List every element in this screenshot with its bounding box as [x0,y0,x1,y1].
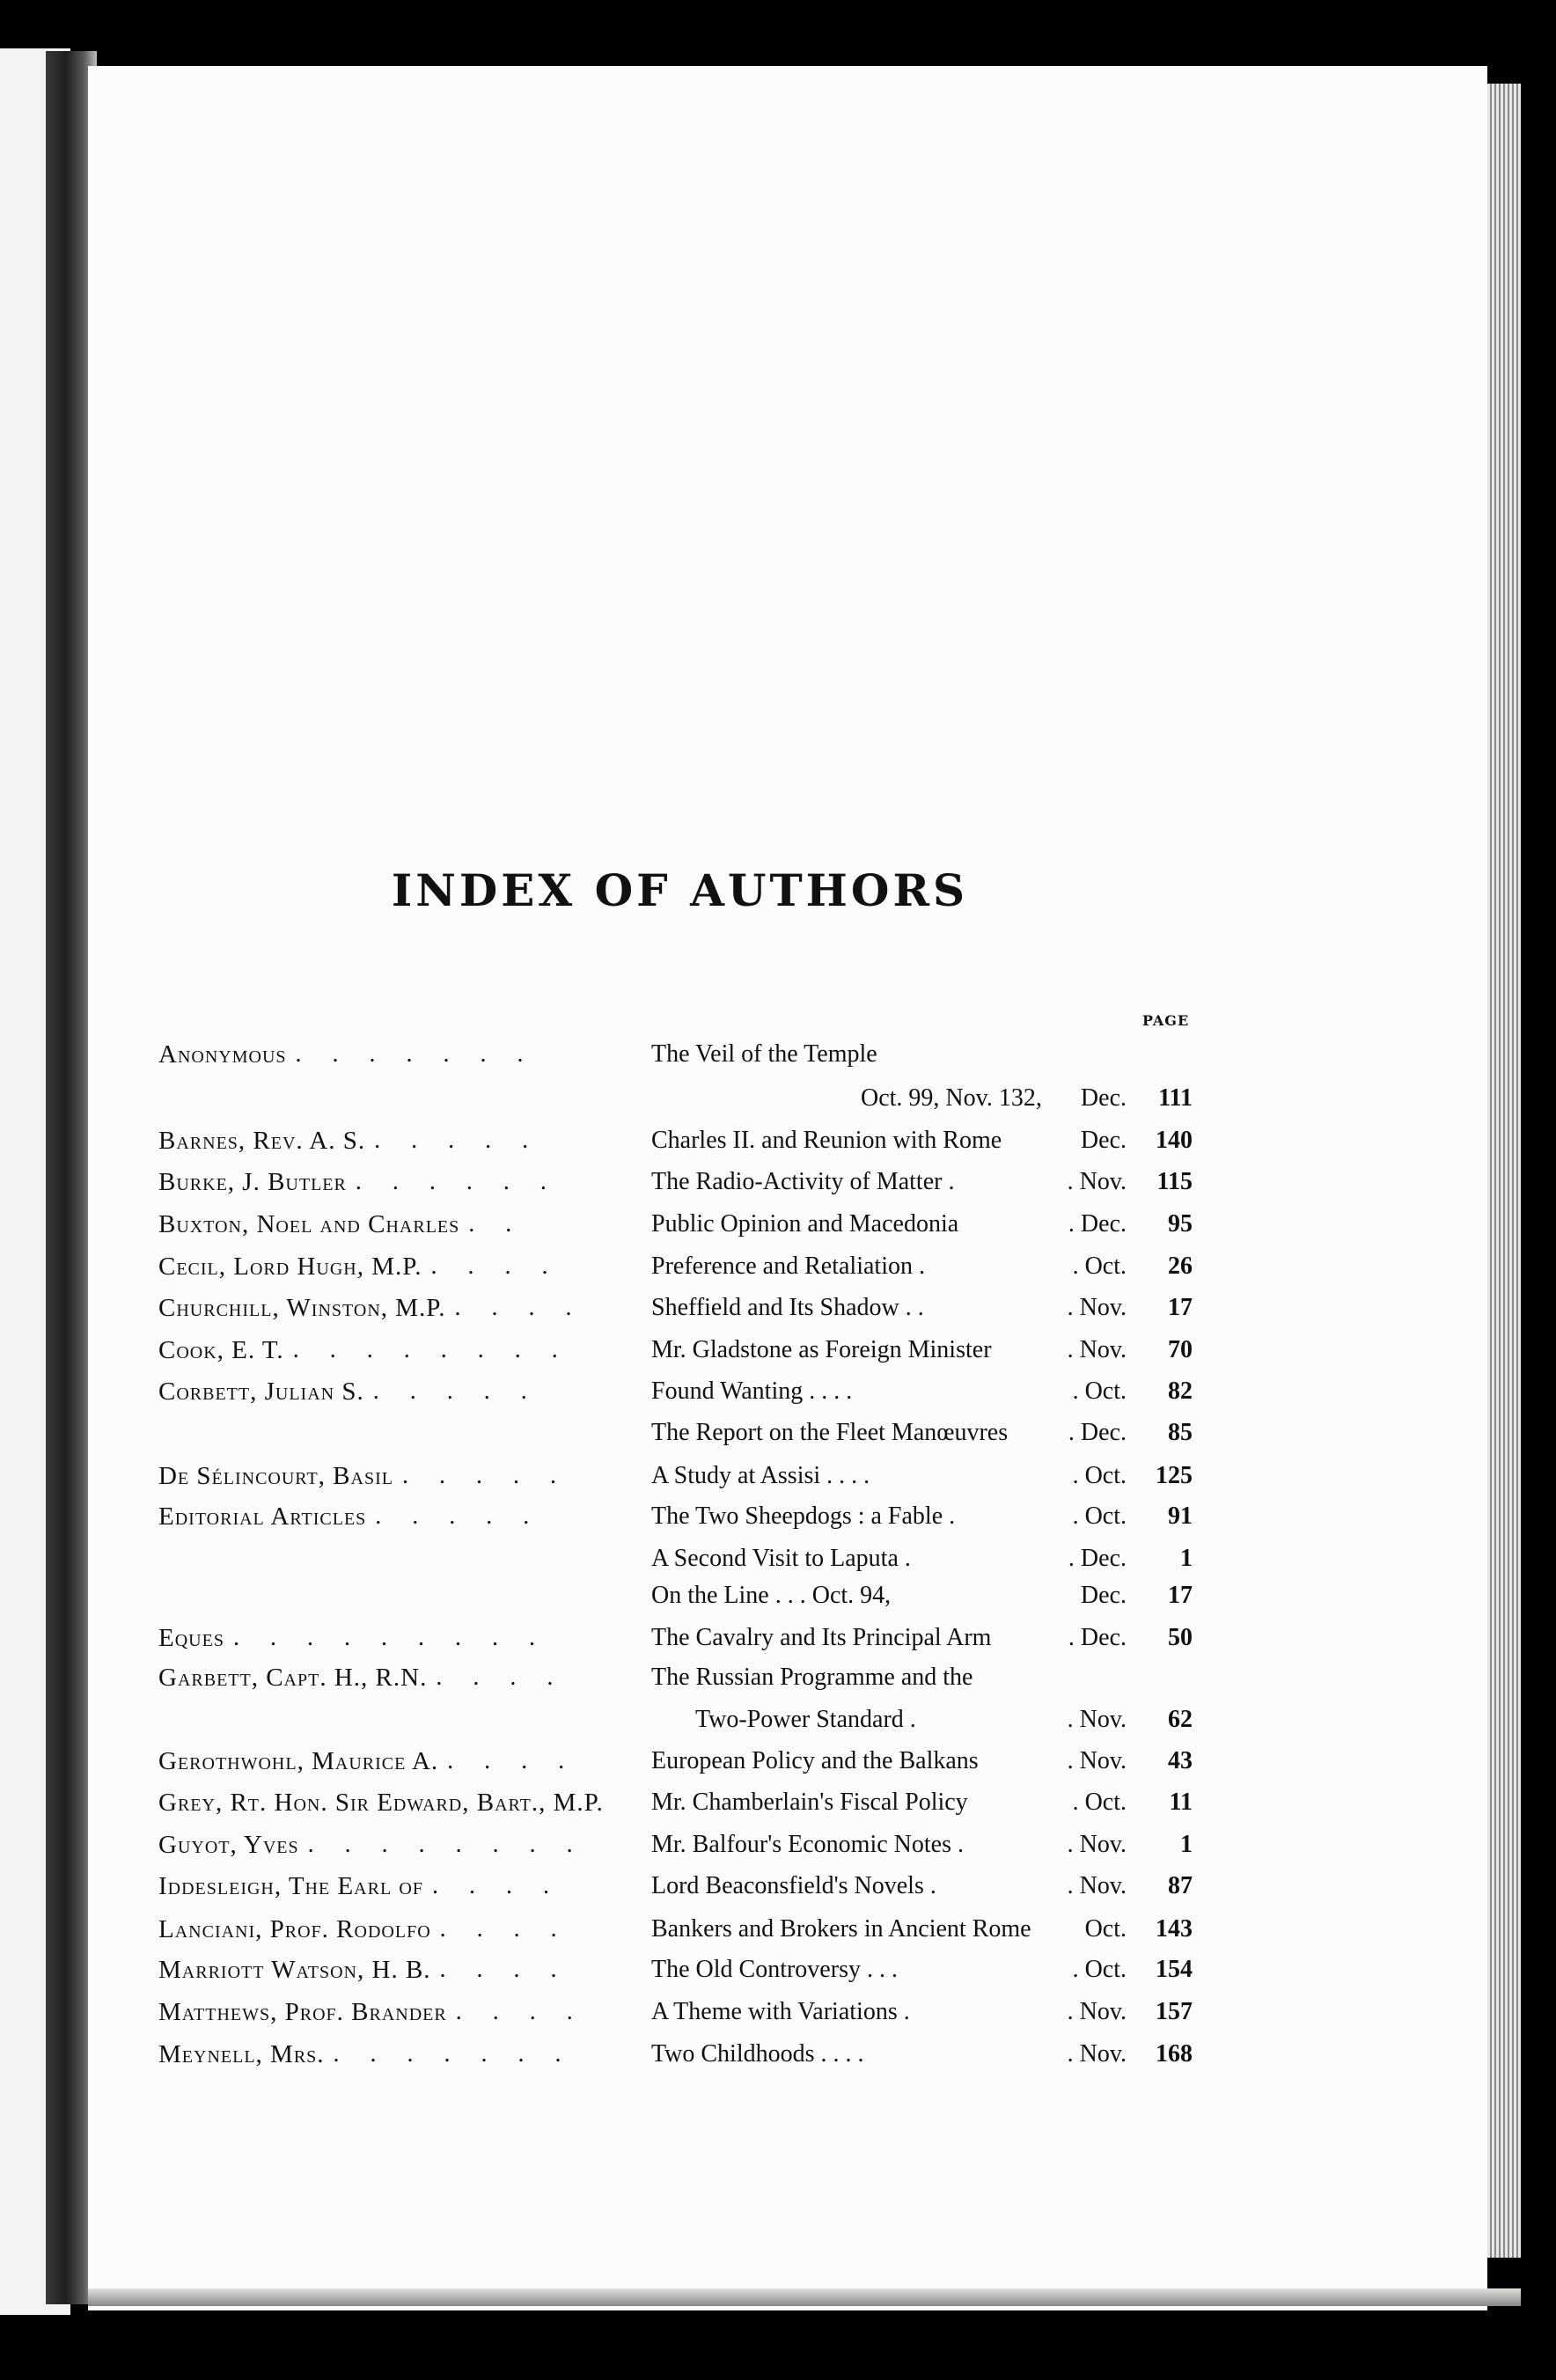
entry-issue-month: . Dec. [1068,1210,1127,1238]
entry-article-title: A Study at Assisi . . . . [651,1462,870,1489]
entry-page-number: 1 [1180,1831,1193,1858]
entry-page-number: 85 [1168,1419,1193,1446]
entry-article-title: Mr. Balfour's Economic Notes . [651,1831,964,1858]
leader-dots: . . . . . . . . [292,1336,570,1363]
leader-dots: . . . . . . . [295,1040,536,1068]
index-entry [0,1706,1556,1741]
page-column-header: PAGE [1142,1012,1190,1029]
leader-dots: . . . . [439,1956,569,1983]
entry-article-title: A Second Visit to Laputa . [651,1545,911,1572]
index-entry [0,1831,1556,1866]
entry-article-title: Two-Power Standard . [695,1706,916,1733]
entry-author: Burke, J. Butler [158,1168,347,1196]
entry-page-number: 70 [1168,1336,1193,1363]
entry-issue-month: . Oct. [1072,1377,1127,1405]
entry-article-title: The Veil of the Temple [651,1040,877,1068]
leader-dots: . . . . [436,1664,566,1691]
entry-page-number: 43 [1168,1747,1193,1774]
entry-issue-month: Dec. [1080,1127,1127,1154]
entry-article-title: European Policy and the Balkans [651,1747,979,1774]
entry-author: Buxton, Noel and Charles [158,1210,460,1238]
entry-page-number: 87 [1168,1872,1193,1899]
entry-page-number: 11 [1169,1789,1193,1816]
index-entry [0,1252,1556,1288]
entry-issue-month: . Oct. [1072,1956,1127,1983]
entry-page-number: 50 [1168,1624,1193,1651]
entry-author: Iddesleigh, The Earl of [158,1872,423,1900]
entry-issue-month: . Oct. [1072,1462,1127,1489]
entry-page-number: 95 [1168,1210,1193,1238]
entry-author: Corbett, Julian S. [158,1377,364,1406]
entry-page-number: 140 [1156,1127,1193,1154]
entry-article-title: On the Line . . . Oct. 94, [651,1582,892,1609]
entry-page-number: 157 [1156,1998,1193,2025]
entry-article-title: Public Opinion and Macedonia [651,1210,959,1238]
entry-author: Meynell, Mrs. [158,2040,325,2068]
leader-dots: . . . . . [375,1502,542,1530]
entry-author: Guyot, Yves [158,1831,299,1859]
entry-page-number: 1 [1180,1545,1193,1572]
index-entry [0,1582,1556,1617]
page-title: INDEX OF AUTHORS [391,864,969,916]
index-entry [0,1502,1556,1538]
index-entry [0,1168,1556,1203]
index-entry [0,1127,1556,1162]
entry-author: Matthews, Prof. Brander [158,1998,447,2026]
leader-dots: . . . . . [401,1462,569,1489]
entry-page-number: 143 [1156,1915,1193,1943]
entry-issue-month: . Oct. [1072,1789,1127,1816]
index-entry [0,2040,1556,2075]
entry-issue-month: . Nov. [1067,1336,1127,1363]
entry-issue-month: . Nov. [1067,1168,1127,1195]
entry-author: Cook, E. T. [158,1336,284,1364]
leader-dots: . . . . [455,1998,585,2025]
entry-author: Gerothwohl, Maurice A. [158,1747,439,1775]
index-entry [0,1419,1556,1454]
leader-dots: . . . . [432,1872,561,1899]
leader-dots: . . [468,1210,525,1238]
leader-dots: . . . . [439,1915,569,1943]
entry-article-title: The Two Sheepdogs : a Fable . [651,1502,956,1530]
entry-author: Editorial Articles [158,1502,367,1531]
leader-dots: . . . . [454,1294,584,1321]
entry-page-number: 111 [1158,1084,1193,1112]
entry-article-title: Sheffield and Its Shadow . . [651,1294,924,1321]
entry-page-number: 125 [1156,1462,1193,1489]
entry-author: Churchill, Winston, M.P. [158,1294,446,1322]
entry-issue-month: . Dec. [1068,1419,1127,1446]
entry-author: Garbett, Capt. H., R.N. [158,1664,428,1692]
entry-article-title: Charles II. and Reunion with Rome [651,1127,1002,1154]
entry-issue-month: . Oct. [1072,1502,1127,1530]
entry-page-number: 82 [1168,1377,1193,1405]
index-entry [0,1545,1556,1580]
entry-page-number: 17 [1168,1294,1193,1321]
entry-author: Grey, Rt. Hon. Sir Edward, Bart., M.P. [158,1789,604,1817]
index-entry [0,1210,1556,1245]
entry-issue-month: Dec. [1080,1084,1127,1112]
index-entry [0,1956,1556,1991]
entry-issue-month: . Nov. [1067,1831,1127,1858]
entry-page-number: 168 [1156,2040,1193,2068]
entry-article-title: Oct. 99, Nov. 132, [861,1084,1042,1112]
index-entry [0,1462,1556,1497]
leader-dots: . . . . . [372,1377,539,1405]
entry-article-title: The Report on the Fleet Manœuvres [651,1419,1009,1446]
entry-page-number: 115 [1156,1168,1193,1195]
index-entry [0,1040,1556,1076]
entry-article-title: Mr. Gladstone as Foreign Minister [651,1336,992,1363]
entry-page-number: 91 [1168,1502,1193,1530]
leader-dots: . . . . . . [355,1168,559,1195]
leader-dots: . . . . [447,1747,577,1774]
entry-issue-month: . Nov. [1067,1747,1127,1774]
entry-article-title: The Old Controversy . . . [651,1956,898,1983]
entry-author: De Sélincourt, Basil [158,1462,393,1490]
entry-article-title: A Theme with Variations . [651,1998,910,2025]
entry-issue-month: . Nov. [1067,2040,1127,2068]
entry-article-title: Lord Beaconsfield's Novels . [651,1872,936,1899]
entry-author: Anonymous [158,1040,287,1069]
entry-author: Marriott Watson, H. B. [158,1956,431,1984]
entry-page-number: 154 [1156,1956,1193,1983]
index-entry [0,1084,1556,1120]
entry-article-title: Two Childhoods . . . . [651,2040,864,2068]
entry-issue-month: . Nov. [1067,1294,1127,1321]
entry-author: Lanciani, Prof. Rodolfo [158,1915,431,1943]
index-entry [0,1998,1556,2033]
index-entry [0,1789,1556,1824]
index-entry [0,1747,1556,1782]
entry-article-title: Found Wanting . . . . [651,1377,853,1405]
index-entry [0,1915,1556,1950]
entry-issue-month: Oct. [1084,1915,1127,1943]
entry-author: Barnes, Rev. A. S. [158,1127,366,1155]
entry-issue-month: . Dec. [1068,1624,1127,1651]
entry-article-title: Preference and Retaliation . [651,1252,925,1280]
entry-page-number: 17 [1168,1582,1193,1609]
index-entry [0,1336,1556,1371]
entry-issue-month: . Nov. [1067,1706,1127,1733]
entry-author: Eques [158,1624,224,1652]
entry-page-number: 26 [1168,1252,1193,1280]
leader-dots: . . . . . . . [333,2040,574,2068]
entry-issue-month: . Nov. [1067,1872,1127,1899]
entry-article-title: The Russian Programme and the [651,1664,973,1691]
index-entry [0,1294,1556,1329]
entry-article-title: Bankers and Brokers in Ancient Rome [651,1915,1031,1943]
index-entry [0,1624,1556,1659]
leader-dots: . . . . . [374,1127,541,1154]
leader-dots: . . . . [430,1252,561,1280]
leader-dots: . . . . . . . . . [232,1624,547,1651]
entry-issue-month: . Dec. [1068,1545,1127,1572]
entry-article-title: The Radio-Activity of Matter . [651,1168,955,1195]
entry-issue-month: . Oct. [1072,1252,1127,1280]
entry-article-title: Mr. Chamberlain's Fiscal Policy [651,1789,968,1816]
index-entry [0,1872,1556,1907]
entry-issue-month: . Nov. [1067,1998,1127,2025]
entry-issue-month: Dec. [1080,1582,1127,1609]
entry-page-number: 62 [1168,1706,1193,1733]
index-entry [0,1664,1556,1699]
entry-article-title: The Cavalry and Its Principal Arm [651,1624,992,1651]
leader-dots: . . . . . . . . [307,1831,585,1858]
index-entry [0,1377,1556,1413]
entry-author: Cecil, Lord Hugh, M.P. [158,1252,422,1281]
